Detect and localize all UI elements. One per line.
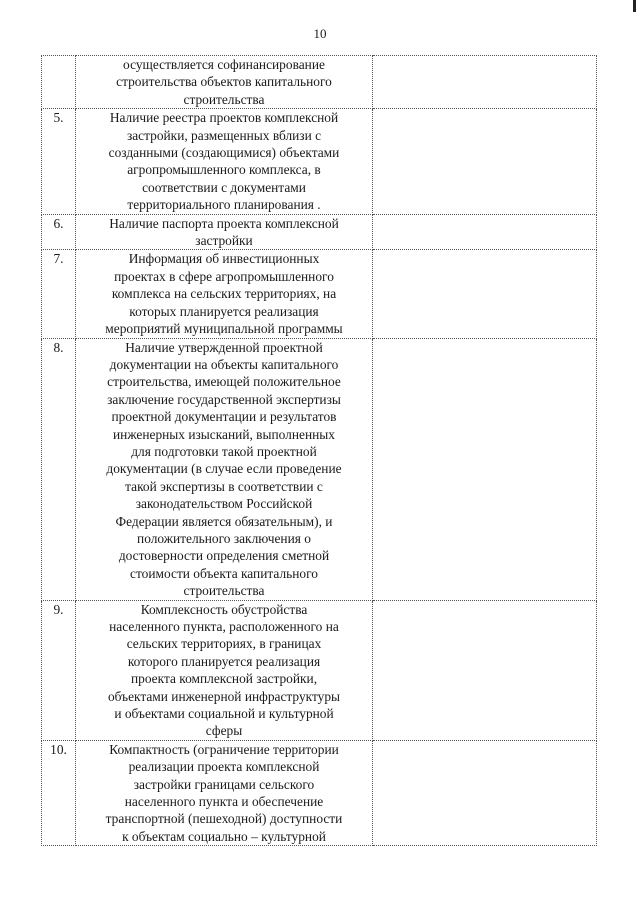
text-line: комплекса на сельских территориях, на xyxy=(111,286,337,302)
text-line: агропромышленного комплекса, в xyxy=(127,162,321,178)
text-line: застройки, размещенных вблизи с xyxy=(126,127,322,143)
text-line: территориального планирования . xyxy=(127,197,321,213)
text-line: которого планируется реализация xyxy=(127,653,321,669)
text-line: застройки границами сельского xyxy=(133,776,315,792)
row-number: 10. xyxy=(42,740,76,845)
text-line: объектами инженерной инфраструктуры xyxy=(107,688,341,704)
text-line: строительства xyxy=(183,583,265,599)
text-line: которых планируется реализация xyxy=(129,303,319,319)
empty-cell xyxy=(373,56,597,109)
criterion-text xyxy=(76,338,373,600)
criteria-table xyxy=(41,55,597,846)
text-line: населенного пункта и обеспечение xyxy=(124,794,324,810)
table-row xyxy=(42,214,597,250)
table-row xyxy=(42,109,597,214)
scan-edge-mark xyxy=(633,0,636,12)
text-line: документации на объекты капитального xyxy=(109,356,339,372)
text-line: Наличие утвержденной проектной xyxy=(125,339,323,355)
criterion-text xyxy=(76,740,373,845)
empty-cell xyxy=(373,250,597,338)
text-line: строительства объектов капитального xyxy=(116,74,332,90)
text-line: законодательством Российской xyxy=(135,496,313,512)
text-line: для подготовки такой проектной xyxy=(131,443,317,459)
empty-cell xyxy=(373,214,597,250)
row-number xyxy=(42,56,76,109)
text-line: заключение государственной экспертизы xyxy=(107,391,341,407)
text-line: положительного заключения о xyxy=(137,530,311,546)
text-line: застройки xyxy=(195,233,253,249)
text-line: Комплексность обустройства xyxy=(140,601,308,617)
text-line: реализации проекта комплексной xyxy=(128,759,320,775)
text-line: соответствии с документами xyxy=(142,179,306,195)
table-row xyxy=(42,740,597,845)
row-number: 8. xyxy=(42,338,76,600)
text-line: строительства xyxy=(183,91,265,107)
text-line: Наличие реестра проектов комплексной xyxy=(109,110,339,126)
row-number: 6. xyxy=(42,214,76,250)
table-row xyxy=(42,250,597,338)
text-line: осуществляется софинансирование xyxy=(123,57,325,72)
row-number: 5. xyxy=(42,109,76,214)
criterion-text xyxy=(76,600,373,740)
table-row xyxy=(42,600,597,740)
text-line: Федерации является обязательным), и xyxy=(115,513,333,529)
criterion-text xyxy=(76,250,373,338)
text-line: Наличие паспорта проекта комплексной xyxy=(109,215,339,231)
empty-cell xyxy=(373,600,597,740)
criterion-text xyxy=(76,214,373,250)
row-number: 9. xyxy=(42,600,76,740)
text-line: мероприятий муниципальной программы xyxy=(105,321,343,337)
text-line: созданными (создающимися) объектами xyxy=(108,145,340,161)
table-row xyxy=(42,56,597,109)
text-line: документации (в случае если проведение xyxy=(106,461,342,477)
text-line: и объектами социальной и культурной xyxy=(114,706,334,722)
row-number: 7. xyxy=(42,250,76,338)
empty-cell xyxy=(373,109,597,214)
text-line: транспортной (пешеходной) доступности xyxy=(105,811,343,827)
text-line: строительства, имеющей положительное xyxy=(107,374,341,390)
criterion-text xyxy=(76,56,373,109)
text-line: к объектам социально – культурной xyxy=(122,828,326,844)
text-line: проектной документации и результатов xyxy=(111,409,337,425)
text-line: проектах в сфере агропромышленного xyxy=(114,268,334,284)
text-line: Информация об инвестиционных xyxy=(128,251,320,267)
page-number: 10 xyxy=(313,26,327,41)
text-line: Компактность (ограничение территории xyxy=(109,741,339,757)
criterion-text xyxy=(76,109,373,214)
text-line: проекта комплексной застройки, xyxy=(130,671,318,687)
empty-cell xyxy=(373,740,597,845)
text-line: сельских территориях, в границах xyxy=(126,636,322,652)
text-line: инженерных изысканий, выполненных xyxy=(112,426,336,442)
text-line: населенного пункта, расположенного на xyxy=(109,619,339,634)
table-row xyxy=(42,338,597,600)
text-line: такой экспертизы в соответствии с xyxy=(125,478,323,494)
text-line: стоимости объекта капитального xyxy=(130,565,318,581)
text-line: достоверности определения сметной xyxy=(118,548,330,564)
text-line: сферы xyxy=(205,723,243,739)
empty-cell xyxy=(373,338,597,600)
